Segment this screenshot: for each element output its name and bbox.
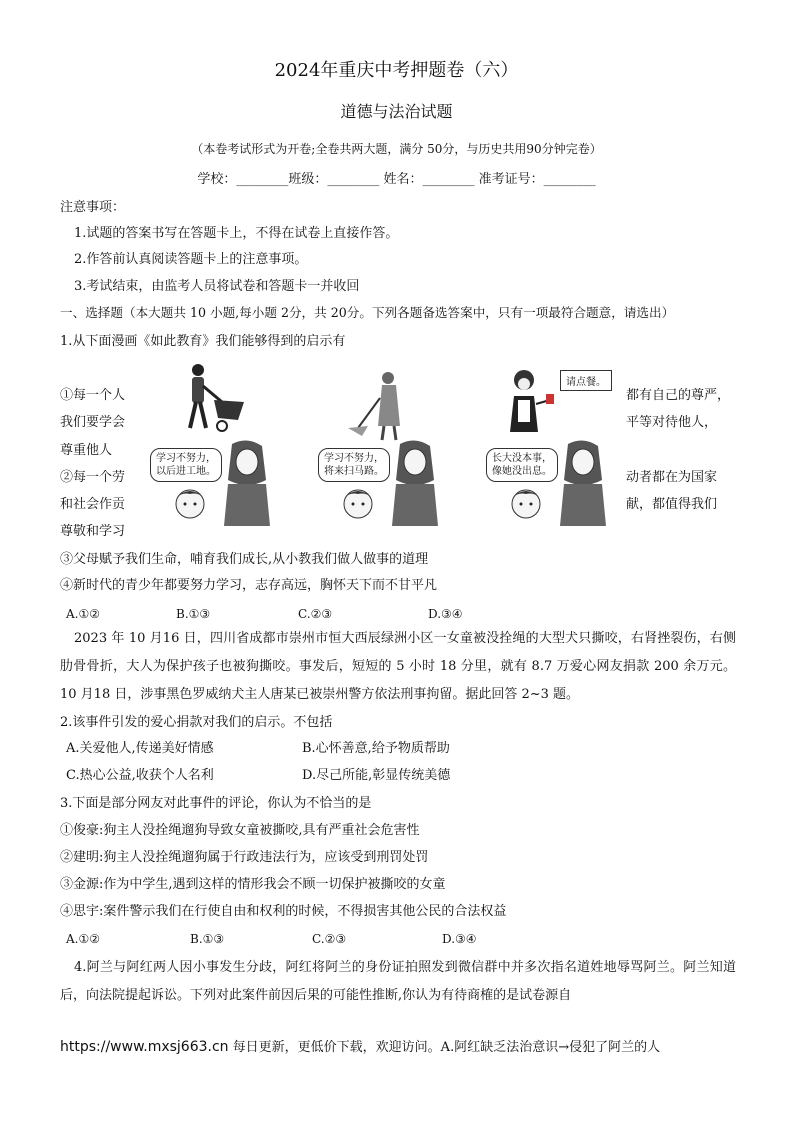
q2-stem: 2.该事件引发的爱心捐款对我们的启示。不包括 [60, 715, 333, 730]
q1-right-text: 平等对待他人， [626, 415, 718, 430]
notice-item: 1.试题的答案书写在答题卡上，不得在试卷上直接作答。 [74, 226, 399, 241]
notice-item: 3.考试结束，由监考人员将试卷和答题卡一并收回 [74, 279, 360, 294]
page-subtitle: 道德与法治试题 [340, 102, 453, 121]
q1-left-text: 尊敬和学习 [60, 524, 126, 539]
comic-panel [318, 440, 438, 526]
q3-item: ②建明:狗主人没拴绳遛狗属于行政违法行为，应该受到刑罚处罚 [60, 850, 429, 865]
sweeper-figure-icon [340, 368, 420, 448]
passage-text: 2023 年 10 月16 日，四川省成都市崇州市恒大西辰绿洲小区一女童被没拴绳的大型犬只撕咬，右肾挫裂伤，右侧肋骨骨折，大人为保护孩子也被狗撕咬。事发后，短短的 5 小时 18 分里，就有 8.7 万爱心网友捐款 200 余万元。10 月18 日，涉事黑色罗威纳犬主人唐某已被崇州警方依法刑事拘留。据此回答 2~3 题。 [60, 631, 736, 702]
choice-a: A.①② [66, 607, 100, 621]
footer-url[interactable]: https://www.mxsj663.cn [60, 1039, 229, 1055]
speech-bubble: 学习不努力， 以后进工地。 [150, 448, 222, 482]
mother-figure-icon [558, 440, 608, 526]
q1-left-text: ①每一个人 [60, 388, 126, 403]
comic-panel [486, 440, 606, 526]
choice-c: C.②③ [312, 932, 347, 946]
choice-c: C.②③ [298, 607, 333, 621]
choice-d: D.③④ [428, 607, 463, 621]
choice-b: B.①③ [190, 932, 225, 946]
speech-bubble: 长大没本事， 像她没出息。 [486, 448, 558, 482]
footer-text: 每日更新，更低价下载，欢迎访问。A.阿红缺乏法治意识→侵犯了阿兰的人 [228, 1040, 661, 1055]
choice-c: C.热心公益,收获个人名利 [66, 768, 214, 783]
q1-option: ③父母赋予我们生命，哺育我们成长,从小教我们做人做事的道理 [60, 552, 429, 567]
worker-figure-icon [170, 362, 250, 442]
passage [60, 625, 736, 709]
choice-d: D.③④ [442, 932, 477, 946]
section-heading: 一、选择题（本大题共 10 小题,每小题 2分，共 20分。下列各题备选答案中，只有一项最符合题意，请选出） [60, 305, 675, 320]
choice-a: A.关爱他人,传递美好情感 [66, 741, 214, 756]
choice-b: B.心怀善意,给予物质帮助 [302, 741, 450, 756]
q1-left-text: 尊重他人 [60, 443, 113, 458]
comic-illustration [140, 360, 624, 530]
q1-right-text: 献，都值得我们 [626, 497, 718, 512]
q4-stem [60, 954, 736, 1010]
q4-text: 4.阿兰与阿红两人因小事发生分歧，阿红将阿兰的身份证拍照发到微信群中并多次指名道姓地辱骂阿兰。阿兰知道后，向法院提起诉讼。下列对此案件前因后果的可能性推断,你认为有待商榷的是试卷源自 [60, 960, 736, 1003]
child-figure-icon [504, 486, 548, 526]
speech-bubble: 学习不努力， 将来扫马路。 [318, 448, 390, 482]
q1-option: ④新时代的青少年都要努力学习，志存高远，胸怀天下而不甘平凡 [60, 578, 438, 593]
choice-a: A.①② [66, 932, 100, 946]
mother-figure-icon [390, 440, 440, 526]
q3-stem: 3.下面是部分网友对此事件的评论，你认为不恰当的是 [60, 796, 372, 811]
q3-item: ③金源:作为中学生,遇到这样的情形我会不顾一切保护被撕咬的女童 [60, 877, 446, 892]
order-sign: 请点餐。 [560, 370, 612, 391]
q3-item: ①俊豪:狗主人没拴绳遛狗导致女童被撕咬,具有严重社会危害性 [60, 823, 420, 838]
exam-meta: （本卷考试形式为开卷;全卷共两大题，满分 50分，与历史共用90分钟完卷） [191, 142, 602, 156]
child-figure-icon [336, 486, 380, 526]
footer [60, 1036, 660, 1055]
q1-left-text: ②每一个劳 [60, 470, 126, 485]
notice-item: 2.作答前认真阅读答题卡上的注意事项。 [74, 252, 308, 267]
comic-panel [150, 440, 270, 526]
choice-b: B.①③ [176, 607, 211, 621]
mother-figure-icon [222, 440, 272, 526]
child-figure-icon [168, 486, 212, 526]
page-title: 2024年重庆中考押题卷（六） [274, 60, 519, 81]
choice-d: D.尽己所能,彰显传统美德 [302, 768, 451, 783]
notice-heading: 注意事项： [60, 200, 126, 215]
q3-item: ④思宇:案件警示我们在行使自由和权利的时候，不得损害其他公民的合法权益 [60, 904, 507, 919]
student-fields: 学校：________班级：________ 姓名：________ 准考证号：________ [197, 172, 596, 187]
q1-stem: 1.从下面漫画《如此教育》我们能够得到的启示有 [60, 334, 346, 349]
q1-left-text: 我们要学会 [60, 415, 126, 430]
q1-right-text: 都有自己的尊严， [626, 388, 731, 403]
q1-right-text: 动者都在为国家 [626, 470, 718, 485]
q1-left-text: 和社会作贡 [60, 497, 126, 512]
